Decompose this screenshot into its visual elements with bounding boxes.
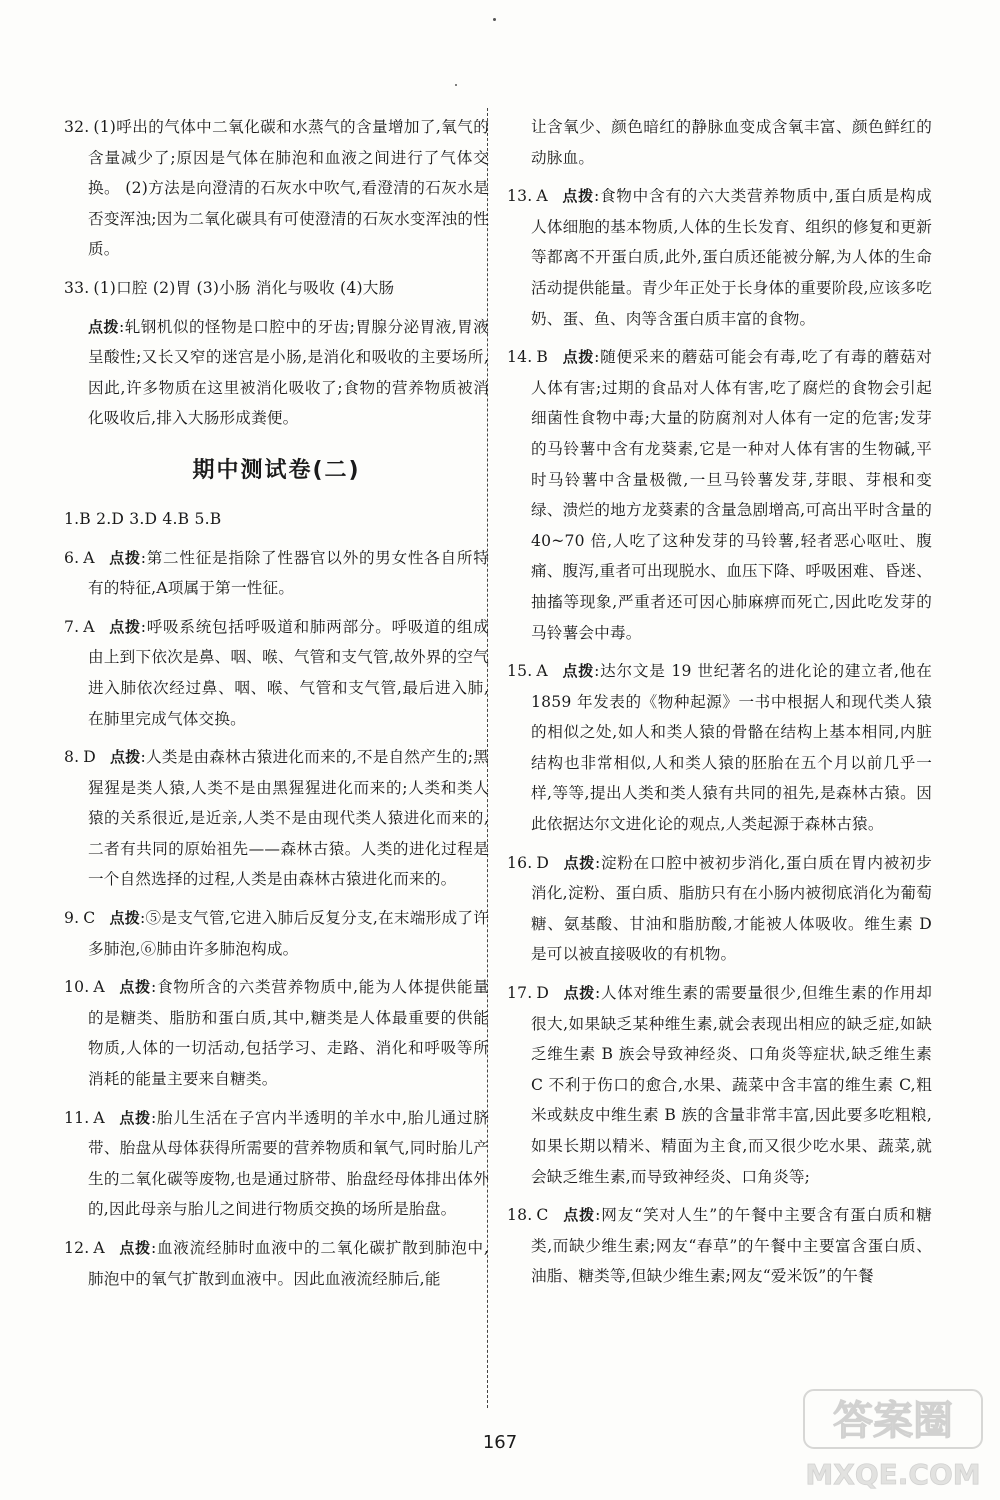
item-number: 9. [64, 909, 80, 928]
tip-label: 点拨 [109, 748, 141, 767]
tip-label: 点拨 [108, 548, 141, 567]
scan-speck [493, 18, 496, 21]
tip-label: 点拨 [562, 1206, 596, 1225]
item-answer: A [93, 1239, 105, 1257]
item-answer: A [536, 662, 548, 681]
tip-text: :人类是由森林古猿进化而来的,不是自然产生的;黑猩猩是类人猿,人类不是由黑猩猩进化而来的;人类和类人猿的关系很近,是近亲,人类不是由现代类人猿进化而来的,二者有共同的原始祖先——森林古猿。人类的进化过程是一个自然选择的过程,人类是由森林古猿进化而来的。 [88, 748, 490, 889]
tip-text: :人体对维生素的需要量很少,但维生素的作用却很大,如果缺乏某种维生素,就会表现出相应的缺乏症,如缺乏维生素 B 族会导致神经炎、口角炎等症状,缺乏维生素 C 不利于伤口的愈合,水果、蔬菜中含丰富的维生素 C,粗米或麸皮中维生素 B 族的含量非常丰富,因此要多吃粗粮,如果长期以精米、精面为主食,而又很少吃水果、蔬菜,就会缺乏维生素,而导致神经炎、口角炎等; [531, 984, 932, 1186]
item-number: 13. [507, 187, 533, 206]
item-number: 6. [64, 548, 80, 567]
item-answer: C [536, 1206, 549, 1225]
answer-item-33-tip [64, 312, 489, 434]
answer-item-12-continued: 让含氧少、颜色暗红的静脉血变成含氧丰富、颜色鲜红的动脉血。 [531, 118, 932, 167]
answer-item-16 [507, 848, 932, 970]
tip-label: 点拨 [561, 662, 595, 681]
item-number: 18. [507, 1206, 533, 1225]
tip-text: :血液流经肺时血液中的二氧化碳扩散到肺泡中,肺泡中的氧气扩散到血液中。因此血液流经肺后,能 [88, 1239, 489, 1288]
tip-label: 点拨 [563, 853, 596, 872]
item-answer: D [536, 853, 550, 872]
item-text: (1)口腔 (2)胃 (3)小肠 消化与吸收 (4)大肠 [93, 278, 395, 297]
answer-item-33 [64, 273, 489, 304]
item-number: 7. [64, 617, 80, 636]
tip-text: :淀粉在口腔中被初步消化,蛋白质在胃内被初步消化,淀粉、蛋白质、脂肪只有在小肠内被彻底消化为葡萄糖、氨基酸、甘油和脂肪酸,才能被人体吸收。维生素 D 是可以被直接吸收的有机物。 [531, 853, 932, 964]
item-number: 17. [507, 984, 533, 1003]
tip-label: 点拨 [108, 617, 141, 636]
answer-item-11 [64, 1103, 489, 1225]
item-answer: A [83, 548, 95, 567]
item-answer: C [83, 909, 96, 928]
tip-label: 点拨 [118, 978, 151, 997]
svg-text:MXQE.COM: MXQE.COM [805, 1458, 981, 1491]
tip-label: 点拨 [563, 984, 596, 1003]
watermark-icon [800, 1384, 986, 1492]
right-column [507, 112, 932, 1300]
item-answer: A [536, 187, 548, 206]
item-answer: B [536, 348, 549, 367]
watermark-logo [800, 1384, 986, 1492]
item-number: 12. [64, 1239, 90, 1257]
answer-item-13 [507, 181, 932, 334]
item-answer: D [536, 984, 550, 1003]
item-answer: A [93, 1108, 105, 1127]
answer-item-6 [64, 543, 489, 604]
scan-speck [455, 84, 457, 86]
section-title: 期中测试卷(二) [192, 457, 361, 483]
item-number: 33. [64, 278, 90, 297]
answer-row-1-5: 1.B 2.D 3.D 4.B 5.B [64, 509, 222, 528]
tip-label: 点拨 [561, 187, 594, 206]
item-number: 15. [507, 662, 533, 681]
page-number: 167 [482, 1432, 518, 1453]
tip-text: :食物中含有的六大类营养物质中,蛋白质是构成人体细胞的基本物质,人体的生长发育、组织的修复和更新等都离不开蛋白质,此外,蛋白质还能被分解,为人体的生命活动提供能量。青少年正处于长身体的重要阶段,应该多吃奶、蛋、鱼、肉等含蛋白质丰富的食物。 [531, 187, 932, 328]
answer-item-15 [507, 656, 932, 840]
item-answer: A [93, 978, 105, 997]
tip-label: 点拨 [88, 317, 119, 336]
item-number: 11. [64, 1108, 90, 1127]
answer-item-14 [507, 342, 932, 648]
tip-text: :轧钢机似的怪物是口腔中的牙齿;胃腺分泌胃液,胃液呈酸性;又长又窄的迷宫是小肠,是消化和吸收的主要场所,因此,许多物质在这里被消化吸收了;食物的营养物质被消化吸收后,排入大肠形成粪便。 [88, 317, 489, 428]
tip-text: :第二性征是指除了性器官以外的男女性各自所特有的特征,A项属于第一性征。 [88, 548, 490, 598]
item-number: 32. [64, 118, 90, 136]
item-answer: A [83, 617, 95, 636]
answer-item-18 [507, 1200, 932, 1292]
item-text: (1)呼出的气体中二氧化碳和水蒸气的含量增加了,氧气的含量减少了;原因是气体在肺泡和血液之间进行了气体交换。 (2)方法是向澄清的石灰水中吹气,看澄清的石灰水是否变浑浊;因为二氧化碳具有可使澄清的石灰水变浑浊的性质。 [88, 118, 489, 259]
tip-label: 点拨 [118, 1239, 151, 1257]
item-number: 8. [64, 748, 80, 767]
tip-text: :⑤是支气管,它进入肺后反复分支,在末端形成了许多肺泡,⑥肺由许多肺泡构成。 [88, 909, 490, 958]
left-column [64, 112, 489, 1302]
tip-text: :呼吸系统包括呼吸道和肺两部分。呼吸道的组成由上到下依次是鼻、咽、喉、气管和支气管,故外界的空气进入肺依次经过鼻、咽、喉、气管和支气管,最后进入肺,在肺里完成气体交换。 [88, 617, 490, 728]
svg-text:答案圈: 答案圈 [833, 1398, 953, 1444]
answer-item-17 [507, 978, 932, 1192]
tip-label: 点拨 [109, 909, 141, 928]
tip-text: :随便采来的蘑菇可能会有毒,吃了有毒的蘑菇对人体有害;过期的食品对人体有害,吃了腐烂的食物会引起细菌性食物中毒;大量的防腐剂对人体有一定的危害;发芽的马铃薯中含有龙葵素,它是一种对人体有害的生物碱,平时马铃薯中含量极微,一旦马铃薯发芽,芽眼、芽根和变绿、溃烂的地方龙葵素的含量急剧增高,可高出平时含量的 40~70 倍,人吃了这种发芽的马铃薯,轻者恶心呕吐、腹痛、腹泻,重者可出现脱水、血压下降、呼吸困难、昏迷、抽搐等现象,严重者还可因心肺麻痹而死亡,因此吃发芽的马铃薯会中毒。 [531, 348, 932, 642]
answer-item-10 [64, 972, 489, 1094]
answer-item-12 [64, 1233, 489, 1294]
tip-label: 点拨 [118, 1108, 151, 1127]
item-number: 10. [64, 978, 90, 997]
tip-text: :食物所含的六类营养物质中,能为人体提供能量的是糖类、脂肪和蛋白质,其中,糖类是人体最重要的供能物质,人体的一切活动,包括学习、走路、消化和呼吸等所消耗的能量主要来自糖类。 [88, 978, 489, 1089]
tip-label: 点拨 [562, 348, 595, 367]
answer-item-7 [64, 612, 489, 734]
item-answer: D [83, 748, 96, 767]
answer-item-8 [64, 742, 489, 895]
item-number: 16. [507, 853, 533, 872]
tip-text: :网友“笑对人生”的午餐中主要含有蛋白质和糖类,而缺少维生素;网友“春草”的午餐中主要富含蛋白质、油脂、糖类等,但缺少维生素;网友“爱米饭”的午餐 [531, 1206, 932, 1286]
answer-item-9 [64, 903, 489, 964]
tip-text: :达尔文是 19 世纪著名的进化论的建立者,他在 1859 年发表的《物种起源》一书中根据人和现代类人猿的相似之处,如人和类人猿的骨骼在结构上基本相同,内脏结构也非常相似,人和类人猿的胚胎在五个月以前几乎一样,等等,提出人类和类人猿有共同的祖先,是森林古猿。因此依据达尔文进化论的观点,人类起源于森林古猿。 [531, 662, 932, 834]
answer-item-32 [64, 112, 489, 265]
item-number: 14. [507, 348, 533, 367]
tip-text: :胎儿生活在子宫内半透明的羊水中,胎儿通过脐带、胎盘从母体获得所需要的营养物质和氧气,同时胎儿产生的二氧化碳等废物,也是通过脐带、胎盘经母体排出体外的,因此母亲与胎儿之间进行物质交换的场所是胎盘。 [88, 1108, 489, 1219]
